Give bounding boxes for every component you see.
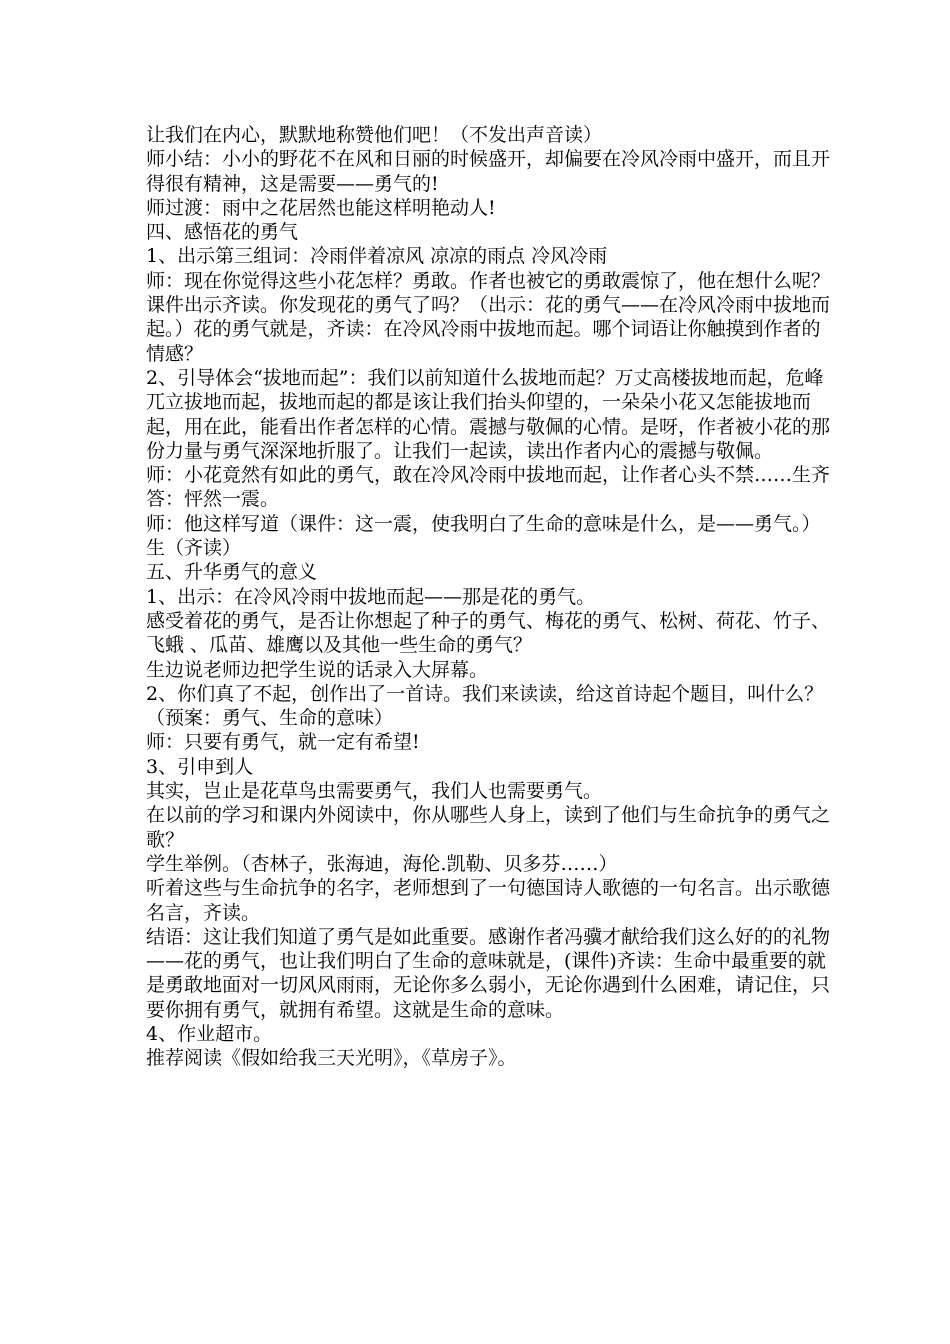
paragraph-recommended-reading: 推荐阅读《假如给我三天光明》，《草房子》。 <box>146 1047 517 1070</box>
section-heading-five: 五、升华勇气的意义 <box>146 561 318 584</box>
paragraph-student-examples: 学生举例。（杏林子，张海迪，海伦.凯勒、贝多芬……） <box>146 852 618 875</box>
paragraph-homework: 4、作业超市。 <box>146 1022 273 1045</box>
paragraph-teacher-transition: 师过渡：雨中之花居然也能这样明艳动人! <box>146 196 496 219</box>
paragraph-people-need-courage: 其实，岂止是花草鸟虫需要勇气，我们人也需要勇气。 <box>146 780 603 803</box>
paragraph-reading-question: 在以前的学习和课内外阅读中，你从哪些人身上，读到了他们与生命抗争的勇气之歌？ <box>146 804 831 851</box>
section-heading-four: 四、感悟花的勇气 <box>146 221 299 244</box>
paragraph-extend-to-people: 3、引申到人 <box>146 755 254 778</box>
paragraph-rise-from-ground: 2、引导体会“拔地而起”：我们以前知道什么拔地而起？万丈高楼拔地而起，危峰兀立拔地而起，拔地而起的都是该让我们抬头仰望的，一朵朵小花又怎能拔地而起，用在此，能看出作者怎样的心情。震撼与敬佩的心情。是呀，作者被小花的那份力量与勇气深深地折服了。让我们一起读，读出作者内心的震撼与敬佩。 <box>146 366 831 462</box>
paragraph-heart-shaken: 师：小花竟然有如此的勇气，敢在冷风冷雨中拔地而起，让作者心头不禁……生齐答：怦然一震。 <box>146 464 831 511</box>
paragraph-goethe-quote: 听着这些与生命抗争的名字，老师想到了一句德国诗人歌德的一句名言。出示歌德名言，齐读。 <box>146 877 831 924</box>
paragraph-meaning-of-life: 师：他这样写道（课件：这一震，使我明白了生命的意味是什么，是——勇气。）生（齐读） <box>146 512 821 560</box>
paragraph-other-courage: 感受着花的勇气，是否让你想起了种子的勇气、梅花的勇气、松树、荷花、竹子、飞蛾 、瓜苗、雄鹰以及其他一些生命的勇气？ <box>146 609 831 657</box>
paragraph-third-word-group: 1、出示第三组词：冷雨伴着凉风 凉凉的雨点 冷风冷雨 <box>146 245 608 268</box>
paragraph-record-on-screen: 生边说老师边把学生说的话录入大屏幕。 <box>146 658 489 681</box>
paragraph-create-poem: 2、你们真了不起，创作出了一首诗。我们来读读，给这首诗起个题目，叫什么？（预案：勇气、生命的意味） <box>146 682 824 730</box>
paragraph-teacher-summary: 师小结：小小的野花不在风和日丽的时候盛开，却偏要在冷风冷雨中盛开，而且开得很有精神，这是需要——勇气的! <box>146 148 831 195</box>
paragraph-conclusion: 结语：这让我们知道了勇气是如此重要。感谢作者冯骥才献给我们这么好的的礼物——花的勇气，也让我们明白了生命的意味就是，(课件)齐读：生命中最重要的就是勇敢地面对一切风风雨雨，无论你多么弱小，无论你遇到什么困难，请记住，只要你拥有勇气，就拥有希望。这就是生命的意味。 <box>146 925 831 1021</box>
paragraph-hope: 师：只要有勇气，就一定有希望! <box>146 731 420 754</box>
paragraph-praise-silently: 让我们在内心，默默地称赞他们吧！（不发出声音读） <box>146 124 603 146</box>
paragraph-flower-courage: 师：现在你觉得这些小花怎样？勇敢。作者也被它的勇敢震惊了，他在想什么呢？课件出示齐读。你发现花的勇气了吗？（出示：花的勇气——在冷风冷雨中拔地而起。）花的勇气就是，齐读：在冷风冷雨中拔地而起。哪个词语让你触摸到作者的情感？ <box>146 269 831 365</box>
document-page <box>146 123 836 1071</box>
paragraph-show-flower-courage: 1、出示：在冷风冷雨中拔地而起——那是花的勇气。 <box>146 585 596 608</box>
